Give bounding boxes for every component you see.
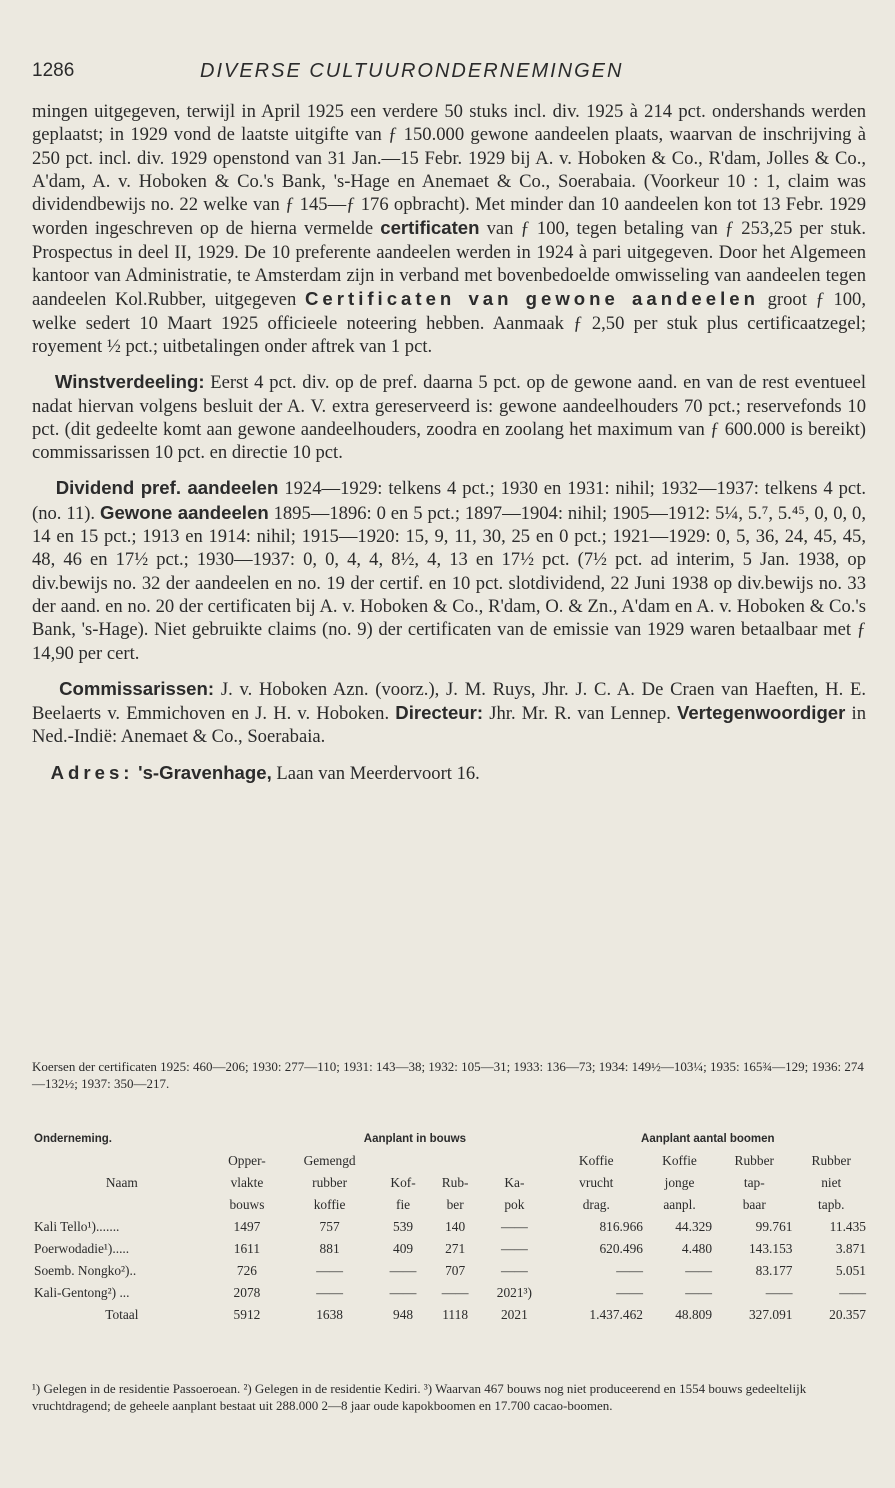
text: 1895—1896: 0 en 5 pct.; 1897—1904: nihil; 1905—1912: 5¼, 5.⁷, 5.⁴⁵, 0, 0, 0, 14 en 15 pct.; 1913 en 1914: nihil; 1915—1920: 15, 9, 11, 30, 25 en 0 pct.; 1921—1929: 0, 5, 36, 24, 45, 45, 48, 46 en 17½ pct.; 1930—1937: 0, 0, 4, 4, 8½, 4, 13 en 17½ pct. (7½ pct. ad interim, 5 Jan. 1938, op div.bewijs no. 32 der aandeelen en no. 19 der certif. en 10 pct. slotdividend, 22 Juni 1938 op div.bewijs no. 33 der aand. en no. 20 der certificaten bij A. v. Hoboken & Co., R'dam, O. & Zn., A'dam en A. v. Hoboken & Co.'s Bank, 's-Hage). Niet gebruikte claims (no. 9) der certificaten van de emissie van 1929 waren betaalbaar met ƒ 14,90 per cert. [32,502,866,664]
table-cell: —— [685,1285,713,1300]
table-cell: —— [389,1263,417,1278]
table-cell: 83.177 [755,1263,793,1278]
table-cell: 726 [236,1263,257,1278]
bold-term: Directeur: [395,702,484,724]
group-header: Aanplant in bouws [363,1133,466,1145]
text: J. v. Hoboken Azn. (voorz.), J. M. Ruys, Jhr. J. C. A. De Craen van Haeften, H. E. Beelaerts v. Emmichoven en J. H. v. Hoboken. [32,678,866,725]
column-header: Rubber [811,1153,851,1168]
column-header: Kof- [390,1175,416,1190]
table-cell: 99.761 [755,1219,793,1234]
bold-term: Vertegenwoordiger [676,702,846,724]
table-cell: 2021 [500,1307,528,1322]
koersen-note: Koersen der certificaten 1925: 460—206; 1930: 277—110; 1931: 143—38; 1932: 105—31; 1933: 136—73; 1934: 149½—103¼; 1935: 165¾—129; 1936: 274—132½; 1937: 350—217. [32,1059,864,1091]
paragraph-adres [32,761,866,785]
table-row [32,1260,868,1282]
column-header [32,1150,212,1172]
column-header [377,1150,429,1172]
column-header: drag. [582,1197,610,1212]
table-cell: —— [685,1263,713,1278]
table-row [32,1238,868,1260]
column-header: vlakte [230,1175,264,1190]
table-cell: 48.809 [675,1307,713,1322]
table-cell: 1118 [442,1307,469,1322]
table-cell: 20.357 [829,1307,866,1322]
paragraph-commissarissen [32,677,866,749]
table-cell: 3.871 [835,1241,866,1256]
column-header: tap- [743,1175,765,1190]
running-title: DIVERSE CULTUURONDERNEMINGEN [200,60,624,82]
table-cell: —— [389,1285,417,1300]
text: Laan van Meerdervoort 16. [271,762,480,784]
row-name: Soemb. Nongko²).. [34,1263,137,1278]
group-header-row [32,1128,868,1150]
column-header: Koffie [578,1153,614,1168]
column-header: baar [742,1197,766,1212]
column-header: aanpl. [663,1197,696,1212]
table-cell: 948 [393,1307,414,1322]
text: Eerst 4 pct. div. op de pref. daarna 5 pct. op de gewone aand. en van de rest eventueel nadat hiervan volgens besluit der A. V. extra gereserveerd is: gewone aandeelhouders 70 pct.; reservefonds 10 pct. (dit gedeelte komt aan gewone aandeelhouders, zoodra en zoolang het maximum van ƒ 600.000 is bereikt) commissarissen 10 pct. en directie 10 pct. [32,372,866,464]
table-cell: 1638 [316,1307,343,1322]
paragraph-issuance [32,100,866,358]
table-cell: 4.480 [681,1241,713,1256]
table-cell: 1611 [233,1241,261,1256]
table-cell: 2021³) [496,1285,533,1300]
table-cell: 1497 [233,1219,261,1234]
table-cell: 757 [319,1219,340,1234]
table-cell: —— [765,1285,793,1300]
table-cell: —— [500,1219,528,1234]
table-cell: 327.091 [748,1307,793,1322]
table-cell: 143.153 [748,1241,793,1256]
table-cell: —— [500,1241,528,1256]
column-header [32,1194,212,1216]
row-name: Kali Tello¹)....... [34,1219,120,1234]
text: 1924—1929: telkens 4 pct.; 1930 en 1931: nihil; 1932—1937: telkens 4 pct. (no. 11). [32,478,866,524]
column-header: vrucht [579,1175,614,1190]
column-header: bouws [229,1197,265,1212]
table-cell: —— [839,1285,866,1300]
table-cell: 881 [319,1241,340,1256]
paragraph-dividend [32,476,866,664]
body-text [32,100,866,785]
table-cell: —— [500,1263,528,1278]
table-cell: —— [316,1263,343,1278]
column-header: rubber [312,1175,348,1190]
table-cell: —— [616,1263,643,1278]
table-cell: 707 [445,1263,466,1278]
column-header: niet [821,1175,842,1190]
table-body [32,1216,868,1304]
table-cell: 409 [393,1241,414,1256]
column-header: pok [504,1197,525,1212]
row-name: Poerwodadie¹)..... [34,1241,130,1256]
row-name: Kali-Gentong²) ... [34,1285,130,1300]
column-header: Rubber [734,1153,774,1168]
table-cell: 1.437.462 [589,1307,643,1322]
table-cell: 5912 [233,1307,261,1322]
footnote: ¹) Gelegen in de residentie Passoeroean. ²) Gelegen in de residentie Kediri. ³) Waarvan 467 bouws nog niet produceerend en 1554 bouws gedeeltelijk vruchtdragend; de geheele aanplant bestaat uit 288.000 2—8 jaar oude kapokboomen en 17.700 cacao-boomen. [32,1381,807,1413]
paragraph-winstverdeeling [32,370,866,464]
section-label: Commissarissen: [59,677,215,699]
table-cell: —— [616,1285,643,1300]
plantation-table [32,1128,868,1326]
section-label: Dividend pref. aandeelen [55,477,279,499]
table-cell: 816.966 [599,1219,643,1234]
table-cell: 620.496 [599,1241,643,1256]
table-row [32,1216,868,1238]
text: in Ned.-Indië: Anemaet & Co., Soerabaia. [32,703,866,748]
row-name: Totaal [105,1307,139,1322]
text: Jhr. Mr. R. van Lennep. [483,703,677,725]
table-row [32,1282,868,1304]
column-header: Gemengd [303,1153,356,1168]
column-header-row [32,1194,868,1216]
section-label: Adres: [50,761,134,783]
column-header: fie [395,1197,411,1212]
column-header: Ka- [504,1175,525,1190]
column-header: jonge [664,1175,695,1190]
group-header: Onderneming. [34,1133,112,1145]
table-cell: 539 [393,1219,414,1234]
bold-term: Gewone aandeelen [99,501,269,523]
page-header [32,60,872,90]
text: groot ƒ 100, welke sedert 10 Maart 1925 officieele noteering hebben. Aanmaak ƒ 2,50 per stuk plus certificaatzegel; royement ½ pct.; uitbetalingen onder aftrek van 1 pct. [32,289,866,357]
page-number: 1286 [32,60,75,81]
column-header: Rub- [441,1175,469,1190]
table-cell: —— [441,1285,469,1300]
table-cell: 2078 [233,1285,261,1300]
table-cell: —— [316,1285,343,1300]
text: van ƒ 100, tegen betaling van ƒ 253,25 per stuk. Prospectus in deel II, 1929. De 10 preferente aandeelen werden in 1924 à pari uitgegeven. Door het Algemeen kantoor van Administratie, te Amsterdam zijn in verband met bovenbedoelde omwisseling van aandeelen tegen aandeelen Kol.Rubber, uitgegeven [32,218,866,311]
column-header: Naam [105,1175,138,1190]
column-header: ber [446,1197,464,1212]
column-header [429,1150,481,1172]
table-cell: 140 [445,1219,466,1234]
section-label: Winstverdeeling: [54,371,205,393]
spaced-bold-term: Certificaten van gewone aandeelen [305,288,759,310]
table-cell: 5.051 [835,1263,866,1278]
column-header: Opper- [228,1153,266,1168]
column-header: tapb. [818,1197,845,1212]
table-cell: 271 [445,1241,466,1256]
total-row [32,1304,868,1326]
bold-term: certificaten [380,217,480,239]
column-header [481,1150,547,1172]
bold-term: 's-Gravenhage, [138,761,272,783]
column-header-row [32,1150,868,1172]
column-header-row [32,1172,868,1194]
table-cell: 44.329 [675,1219,713,1234]
column-header: koffie [313,1197,346,1212]
column-header: Koffie [662,1153,697,1168]
group-header: Aanplant aantal boomen [641,1133,775,1145]
text: mingen uitgegeven, terwijl in April 1925 een verdere 50 stuks incl. div. 1925 à 214 pct. ondershands werden geplaatst; in 1929 vond de laatste uitgifte van ƒ 150.000 gewone aandeelen plaats, waarvan de inschrijving à 250 pct. incl. div. 1929 openstond van 31 Jan.—15 Febr. 1929 bij A. v. Hoboken & Co., R'dam, Jolles & Co., A'dam, A. v. Hoboken & Co.'s Bank, 's-Hage en Anemaet & Co., Soerabaia. (Voorkeur 10 : 1, claim was dividendbewijs no. 22 welke van ƒ 145—ƒ 176 opbracht). Met minder dan 10 aandeelen kon tot 13 Febr. 1929 worden ingeschreven op de hierna vermelde [32,101,866,240]
table-cell: 11.435 [829,1219,866,1234]
